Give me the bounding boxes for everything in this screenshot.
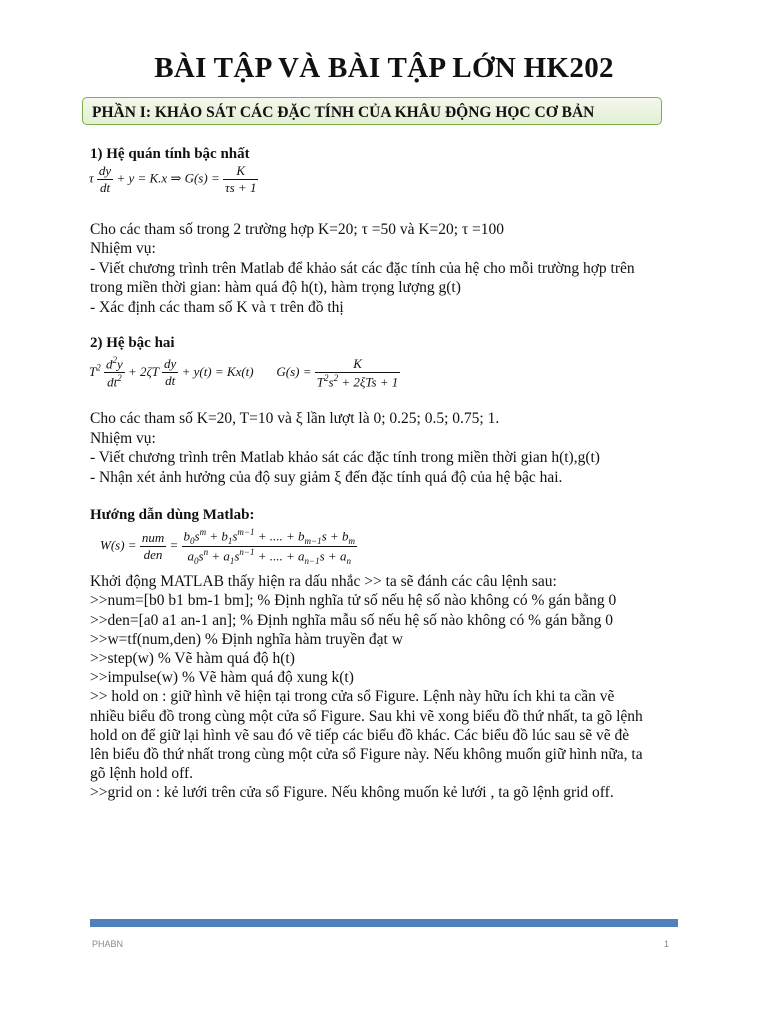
s1-line: - Viết chương trình trên Matlab để khảo sát các đặc tính của hệ cho mỗi trường hợp trên	[90, 260, 635, 277]
s1-line: Nhiệm vụ:	[90, 240, 156, 257]
equation-transfer-function: W(s) = $\frac{\text{num}}{\text{den}}$ = $\frac{b_0s^m + b_1s^{m-1} + .... + b_{m-1}s + b_m}{a_0s^n + a_1s^{n-1} + .... + a_{n-1}s + a_n}$	[100, 527, 355, 566]
guide-line: >> hold on : giữ hình vẽ hiện tại trong cửa sổ Figure. Lệnh này hữu ích khi ta cần vẽ	[90, 688, 615, 705]
section1-heading: 1) Hệ quán tính bậc nhất	[90, 146, 250, 162]
footer-author: PHABN	[92, 939, 124, 949]
s2-line: - Nhận xét ảnh hưởng của độ suy giảm ξ đến đặc tính quá độ của hệ bậc hai.	[90, 469, 563, 486]
guide-line: Khởi động MATLAB thấy hiện ra dấu nhắc >> ta sẽ đánh các câu lệnh sau:	[90, 573, 557, 590]
section-banner-text: PHẦN I: KHẢO SÁT CÁC ĐẶC TÍNH CỦA KHÂU ĐỘNG HỌC CƠ BẢN	[92, 104, 595, 121]
guide-line: >>impulse(w) % Vẽ hàm quá độ xung k(t)	[90, 669, 354, 686]
guide-line: >>step(w) % Vẽ hàm quá độ h(t)	[90, 650, 295, 667]
s2-line: - Viết chương trình trên Matlab khảo sát các đặc tính trong miền thời gian h(t),g(t)	[90, 449, 600, 466]
s2-line: Cho các tham số K=20, T=10 và ξ lần lượt là 0; 0.25; 0.5; 0.75; 1.	[90, 410, 500, 427]
footer-divider	[90, 919, 678, 927]
page-number: 1	[664, 939, 670, 949]
s1-line: Cho các tham số trong 2 trường hợp K=20; τ =50 và K=20; τ =100	[90, 221, 505, 238]
guide-line: >>den=[a0 a1 an-1 an]; % Định nghĩa mẫu số nếu hệ số nào không có % gán bằng 0	[90, 612, 613, 629]
page-title: BÀI TẬP VÀ BÀI TẬP LỚN HK202	[154, 52, 614, 84]
guide-line: >>num=[b0 b1 bm-1 bm]; % Định nghĩa tử số nếu hệ số nào không có % gán bằng 0	[90, 592, 617, 609]
guide-line: hold on để giữ lại hình vẽ sau đó vẽ tiếp các biểu đồ khác. Các biểu đồ lúc sau sẽ vẽ đè	[90, 727, 630, 744]
s1-line: trong miền thời gian: hàm quá độ h(t), hàm trọng lượng g(t)	[90, 279, 461, 296]
s2-line: Nhiệm vụ:	[90, 430, 156, 447]
guide-line: >>grid on : kẻ lưới trên cửa sổ Figure. Nếu không muốn kẻ lưới , ta gõ lệnh grid off.	[90, 784, 614, 801]
equation-second-order: $T^2$ $\frac{d^2y}{dt^2}$ + 2ζT $\frac{dy}{dt}$ + y(t) = Kx(t) G(s) = $\frac{K}{T^2s^2 + 2\xi Ts + 1}$	[89, 355, 399, 390]
guide-heading: Hướng dẫn dùng Matlab:	[90, 507, 255, 523]
guide-line: gõ lệnh hold off.	[90, 765, 194, 782]
guide-line: lên biểu đồ thứ nhất trong cùng một cửa sổ Figure này. Nếu không muốn giữ hình nữa, ta	[90, 746, 643, 763]
s1-line: - Xác định các tham số K và τ trên đồ thị	[90, 299, 344, 316]
guide-line: >>w=tf(num,den) % Định nghĩa hàm truyền đạt w	[90, 631, 403, 648]
equation-first-order: τ $\frac{dy}{dt}$ + y = K.x ⇒ G(s) = $\frac{K}{\tau s + 1}$	[89, 163, 257, 195]
guide-line: nhiều biểu đồ trong cùng một cửa sổ Figure. Sau khi vẽ xong biểu đồ thứ nhất, ta gõ lệnh	[90, 708, 643, 725]
section2-heading: 2) Hệ bậc hai	[90, 335, 175, 351]
